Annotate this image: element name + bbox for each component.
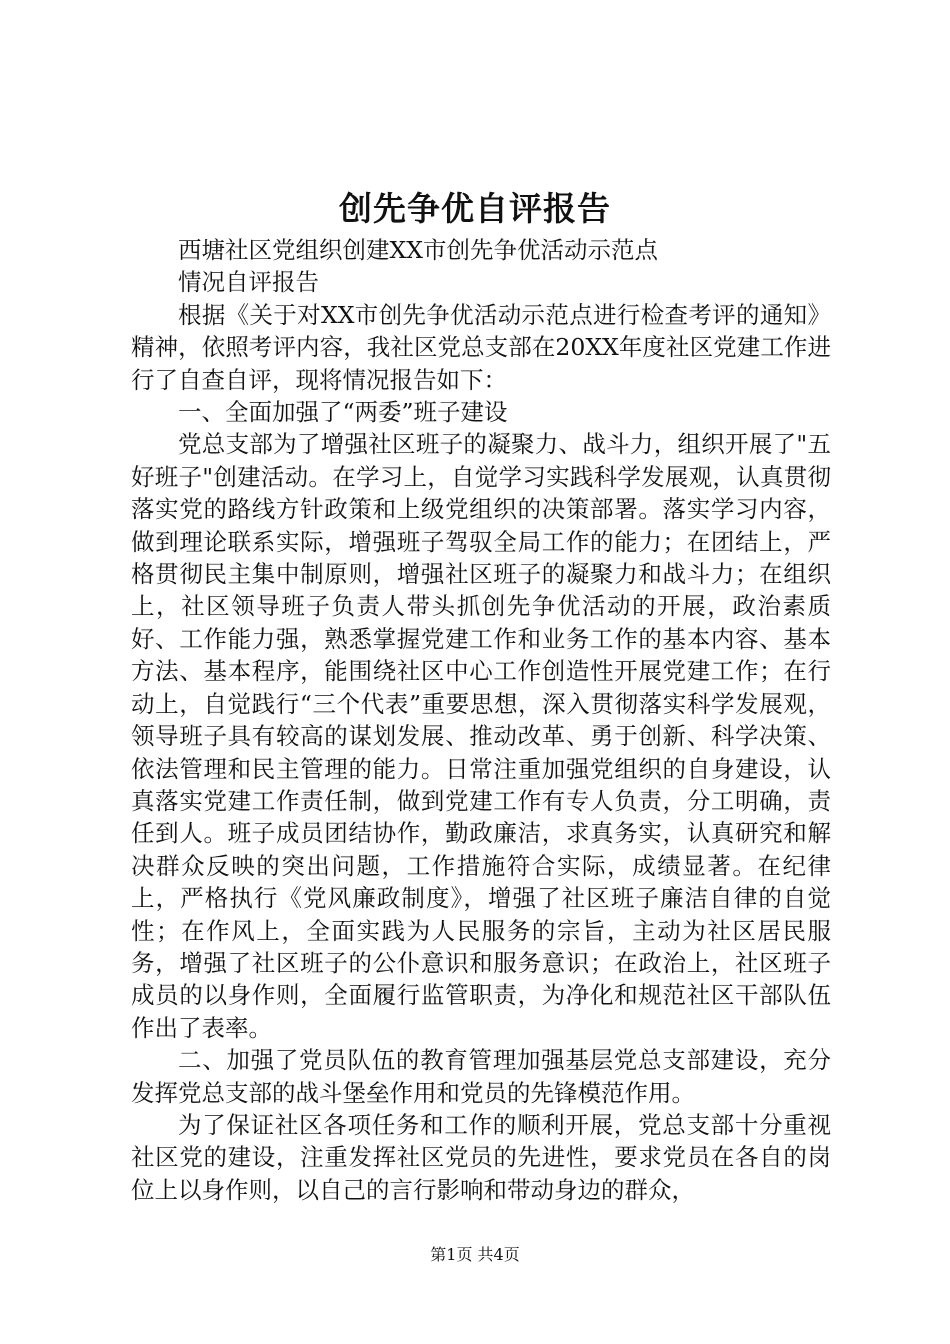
section-2-paragraph: 为了保证社区各项任务和工作的顺利开展，党总支部十分重视社区党的建设，注重发挥社区党员的先进性，要求党员在各自的岗位上以身作则，以自己的言行影响和带动身边的群众，	[131, 1110, 831, 1204]
intro-paragraph: 根据《关于对XX市创先争优活动示范点进行检查考评的通知》精神，依照考评内容，我社区党总支部在20XX年度社区党建工作进行了自查自评，现将情况报告如下：	[131, 300, 831, 394]
section-heading-1: 一、全面加强了“两委”班子建设	[178, 398, 508, 427]
page-number-footer: 第1页 共4页	[430, 1245, 520, 1264]
document-title: 创先争优自评报告	[339, 189, 611, 228]
document-body	[131, 234, 831, 1206]
subtitle-line-1: 西塘社区党组织创建XX市创先争优活动示范点	[178, 236, 658, 264]
subtitle-line-2: 情况自评报告	[178, 268, 319, 297]
section-heading-2: 二、加强了党员队伍的教育管理加强基层党总支部建设，充分发挥党总支部的战斗堡垒作用和党员的先锋模范作用。	[131, 1046, 831, 1107]
section-1-paragraph: 党总支部为了增强社区班子的凝聚力、战斗力，组织开展了"五好班子"创建活动。在学习上，自觉学习实践科学发展观，认真贯彻落实党的路线方针政策和上级党组织的决策部署。落实学习内容，做到理论联系实际，增强班子驾驭全局工作的能力；在团结上，严格贯彻民主集中制原则，增强社区班子的凝聚力和战斗力；在组织上，社区领导班子负责人带头抓创先争优活动的开展，政治素质好、工作能力强，熟悉掌握党建工作和业务工作的基本内容、基本方法、基本程序，能围绕社区中心工作创造性开展党建工作；在行动上，自觉践行“三个代表”重要思想，深入贯彻落实科学发展观，领导班子具有较高的谋划发展、推动改革、勇于创新、科学决策、依法管理和民主管理的能力。日常注重加强党组织的自身建设，认真落实党建工作责任制，做到党建工作有专人负责，分工明确，责任到人。班子成员团结协作，勤政廉洁，求真务实，认真研究和解决群众反映的突出问题，工作措施符合实际，成绩显著。在纪律上，严格执行《党风廉政制度》，增强了社区班子廉洁自律的自觉性；在作风上，全面实践为人民服务的宗旨，主动为社区居民服务，增强了社区班子的公仆意识和服务意识；在政治上，社区班子成员的以身作则，全面履行监管职责，为净化和规范社区干部队伍作出了表率。	[131, 430, 831, 1042]
